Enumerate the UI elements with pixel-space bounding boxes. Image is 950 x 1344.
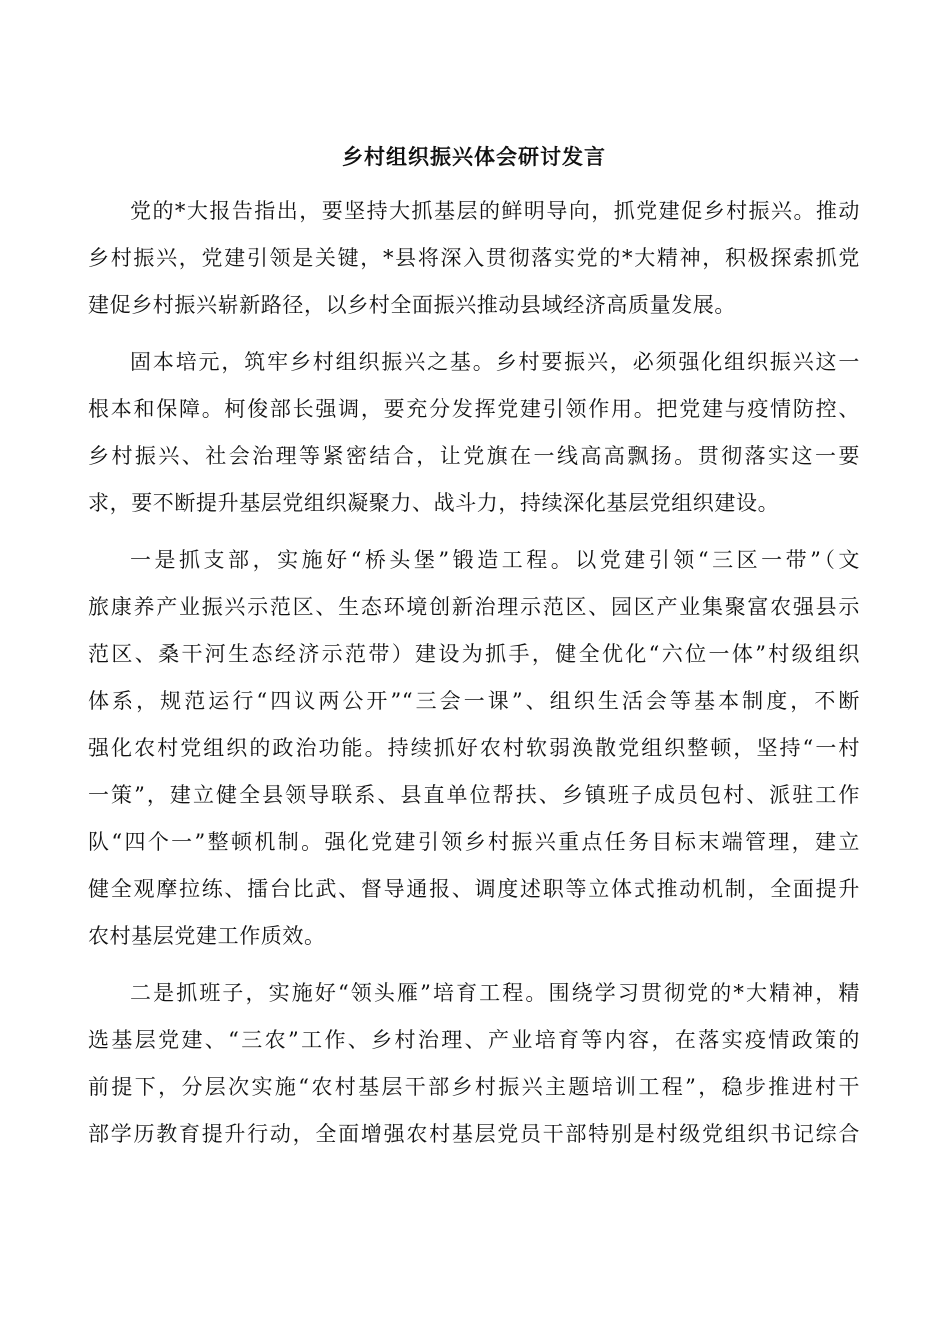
paragraph-line: 建促乡村振兴崭新路径，以乡村全面振兴推动县域经济高质量发展。 [88, 293, 736, 317]
paragraph-4 [88, 970, 860, 1158]
paragraph-line: 健全观摩拉练、擂台比武、督导通报、调度述职等立体式推动机制，全面提升 [88, 877, 860, 901]
paragraph-line: 乡村振兴、社会治理等紧密结合，让党旗在一线高高飘扬。贯彻落实这一要 [88, 444, 860, 468]
paragraph-line: 乡村振兴，党建引领是关键，*县将深入贯彻落实党的*大精神，积极探索抓党 [88, 246, 860, 270]
paragraph-line: 党的*大报告指出，要坚持大抓基层的鲜明导向，抓党建促乡村振兴。推动 [130, 199, 860, 223]
paragraph-line: 固本培元，筑牢乡村组织振兴之基。乡村要振兴，必须强化组织振兴这一 [130, 350, 860, 374]
paragraph-line: 求，要不断提升基层党组织凝聚力、战斗力，持续深化基层党组织建设。 [88, 491, 780, 515]
document-title: 乡村组织振兴体会研讨发言 [342, 144, 606, 169]
paragraph-line: 一策”，建立健全县领导联系、县直单位帮扶、乡镇班子成员包村、派驻工作 [88, 783, 860, 807]
paragraph-3 [88, 537, 860, 960]
paragraph-line: 范区、桑干河生态经济示范带）建设为抓手，健全优化“六位一体”村级组织 [88, 642, 860, 666]
paragraph-line: 强化农村党组织的政治功能。持续抓好农村软弱涣散党组织整顿，坚持“一村 [88, 736, 860, 760]
paragraph-line: 旅康养产业振兴示范区、生态环境创新治理示范区、园区产业集聚富农强县示 [88, 595, 860, 619]
paragraph-line: 根本和保障。柯俊部长强调，要充分发挥党建引领作用。把党建与疫情防控、 [88, 397, 860, 421]
paragraph-line: 一是抓支部，实施好“桥头堡”锻造工程。以党建引领“三区一带”（文 [130, 548, 860, 572]
paragraph-line: 队“四个一”整顿机制。强化党建引领乡村振兴重点任务目标末端管理，建立 [88, 830, 860, 854]
paragraph-line: 选基层党建、“三农”工作、乡村治理、产业培育等内容，在落实疫情政策的 [88, 1028, 860, 1052]
paragraph-line: 部学历教育提升行动，全面增强农村基层党员干部特别是村级党组织书记综合 [88, 1122, 860, 1146]
paragraph-line: 二是抓班子，实施好“领头雁”培育工程。围绕学习贯彻党的*大精神，精 [130, 981, 860, 1005]
paragraph-line: 前提下，分层次实施“农村基层干部乡村振兴主题培训工程”，稳步推进村干 [88, 1075, 860, 1099]
paragraph-2 [88, 339, 860, 527]
paragraph-1 [88, 188, 860, 329]
paragraph-line: 体系，规范运行“四议两公开”“三会一课”、组织生活会等基本制度，不断 [88, 689, 860, 713]
paragraph-line: 农村基层党建工作质效。 [88, 924, 326, 948]
document-page [88, 140, 860, 1168]
